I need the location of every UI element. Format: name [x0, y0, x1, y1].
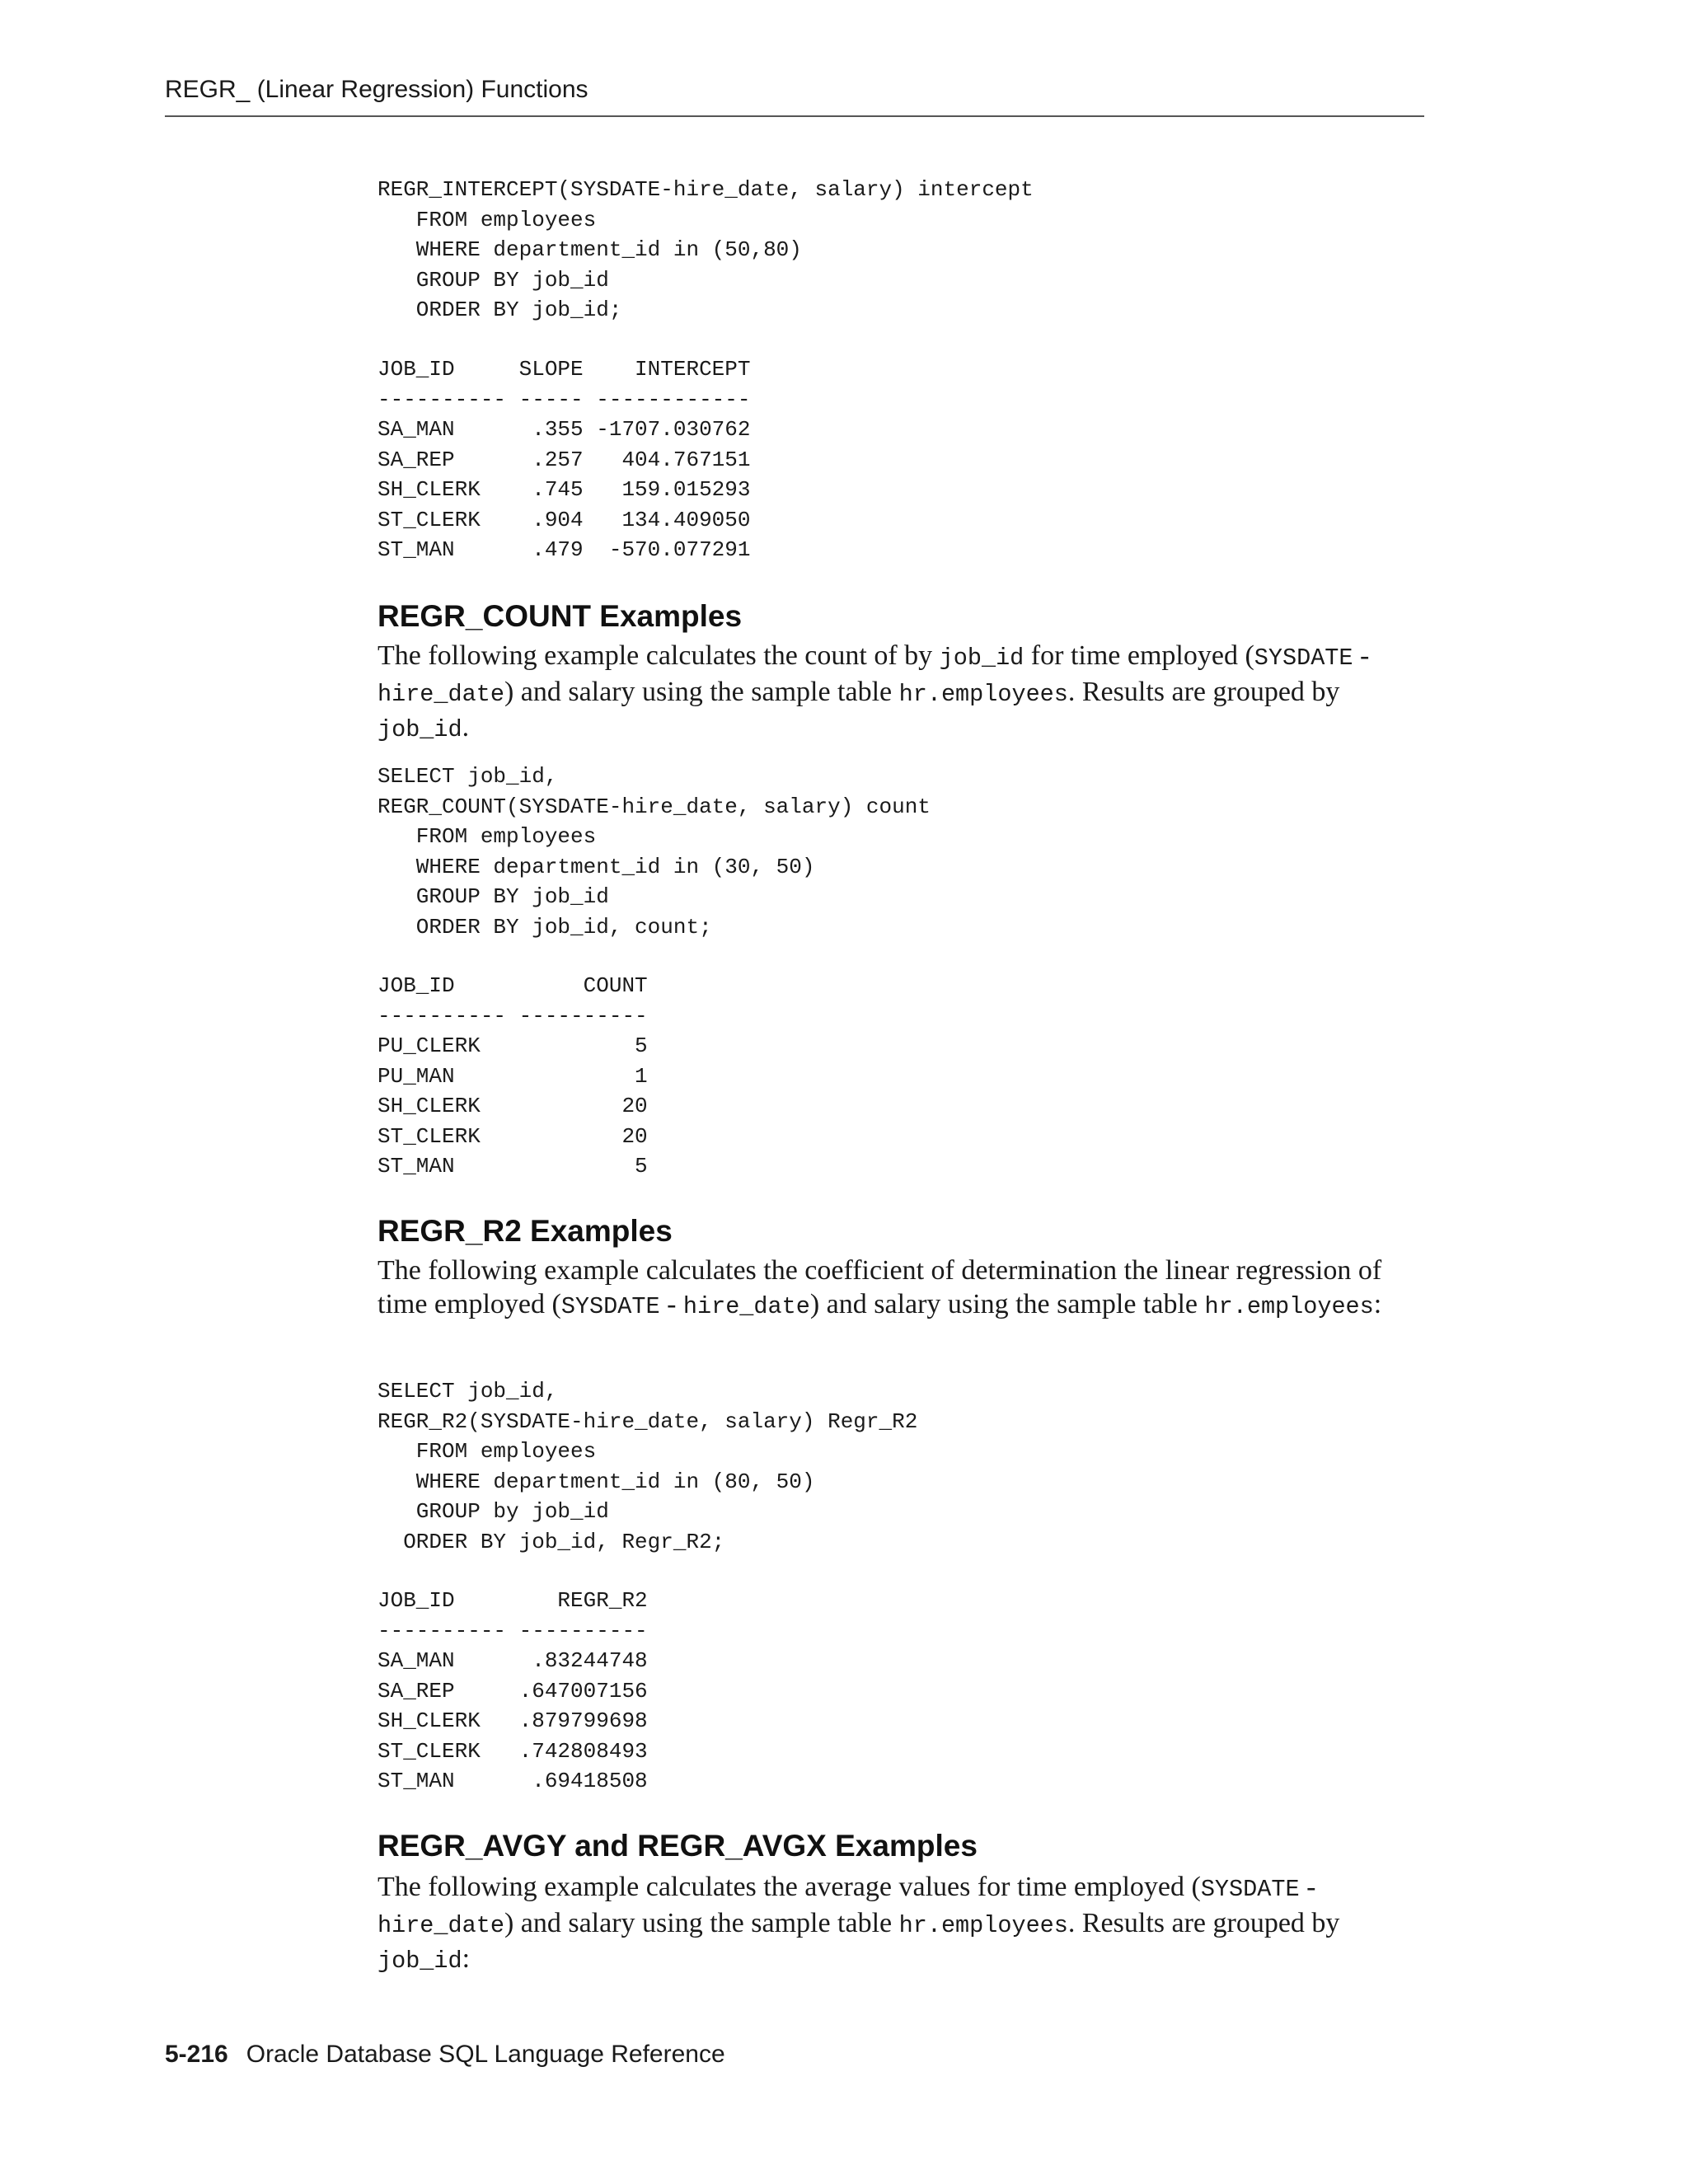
regr-avg-heading: REGR_AVGY and REGR_AVGX Examples [377, 1829, 978, 1863]
intercept-query-code: REGR_INTERCEPT(SYSDATE-hire_date, salary) intercept FROM employees WHERE department_id in (50,80) GROUP BY job_id ORDER BY job_id; [377, 177, 1034, 322]
regr-r2-description: The following example calculates the coefficient of determination the linear regression of time employed (SYSDATE - hire_date) and salary using the sample table hr.employees: [377, 1255, 1382, 1320]
regr-r2-query-code: SELECT job_id, REGR_R2(SYSDATE-hire_date, salary) Regr_R2 FROM employees WHERE department_id in (80, 50) GROUP by job_id ORDER BY job_id, Regr_R2; [377, 1379, 918, 1554]
intercept-result-table: JOB_ID SLOPE INTERCEPT ---------- ----- ------------ SA_MAN .355 -1707.030762 SA_REP .257 404.767151 SH_CLERK .745 159.015293 ST_CLERK .904 134.409050 ST_MAN .479 -570.077291 [377, 357, 751, 562]
page-number: 5-216 [165, 2041, 228, 2068]
page-footer [165, 2041, 725, 2069]
regr-count-result-table: JOB_ID COUNT ---------- ---------- PU_CLERK 5 PU_MAN 1 SH_CLERK 20 ST_CLERK 20 ST_MAN 5 [377, 973, 648, 1179]
regr-r2-heading: REGR_R2 Examples [377, 1214, 673, 1248]
header-rule [165, 115, 1424, 117]
regr-count-query-code: SELECT job_id, REGR_COUNT(SYSDATE-hire_date, salary) count FROM employees WHERE department_id in (30, 50) GROUP BY job_id ORDER BY job_id, count; [377, 764, 931, 940]
regr-r2-result-table: JOB_ID REGR_R2 ---------- ---------- SA_MAN .83244748 SA_REP .647007156 SH_CLERK .879799698 ST_CLERK .742808493 ST_MAN .69418508 [377, 1588, 648, 1793]
regr-count-heading: REGR_COUNT Examples [377, 599, 743, 633]
regr-count-description: The following example calculates the count of by job_id for time employed (SYSDATE - hire_date) and salary using the sample table hr.employees. Results are grouped by job_id. [377, 640, 1370, 743]
running-header: REGR_ (Linear Regression) Functions [165, 76, 588, 103]
book-title: Oracle Database SQL Language Reference [246, 2041, 725, 2068]
regr-avg-description: The following example calculates the average values for time employed (SYSDATE - hire_date) and salary using the sample table hr.employees. Results are grouped by job_id: [377, 1872, 1340, 1975]
